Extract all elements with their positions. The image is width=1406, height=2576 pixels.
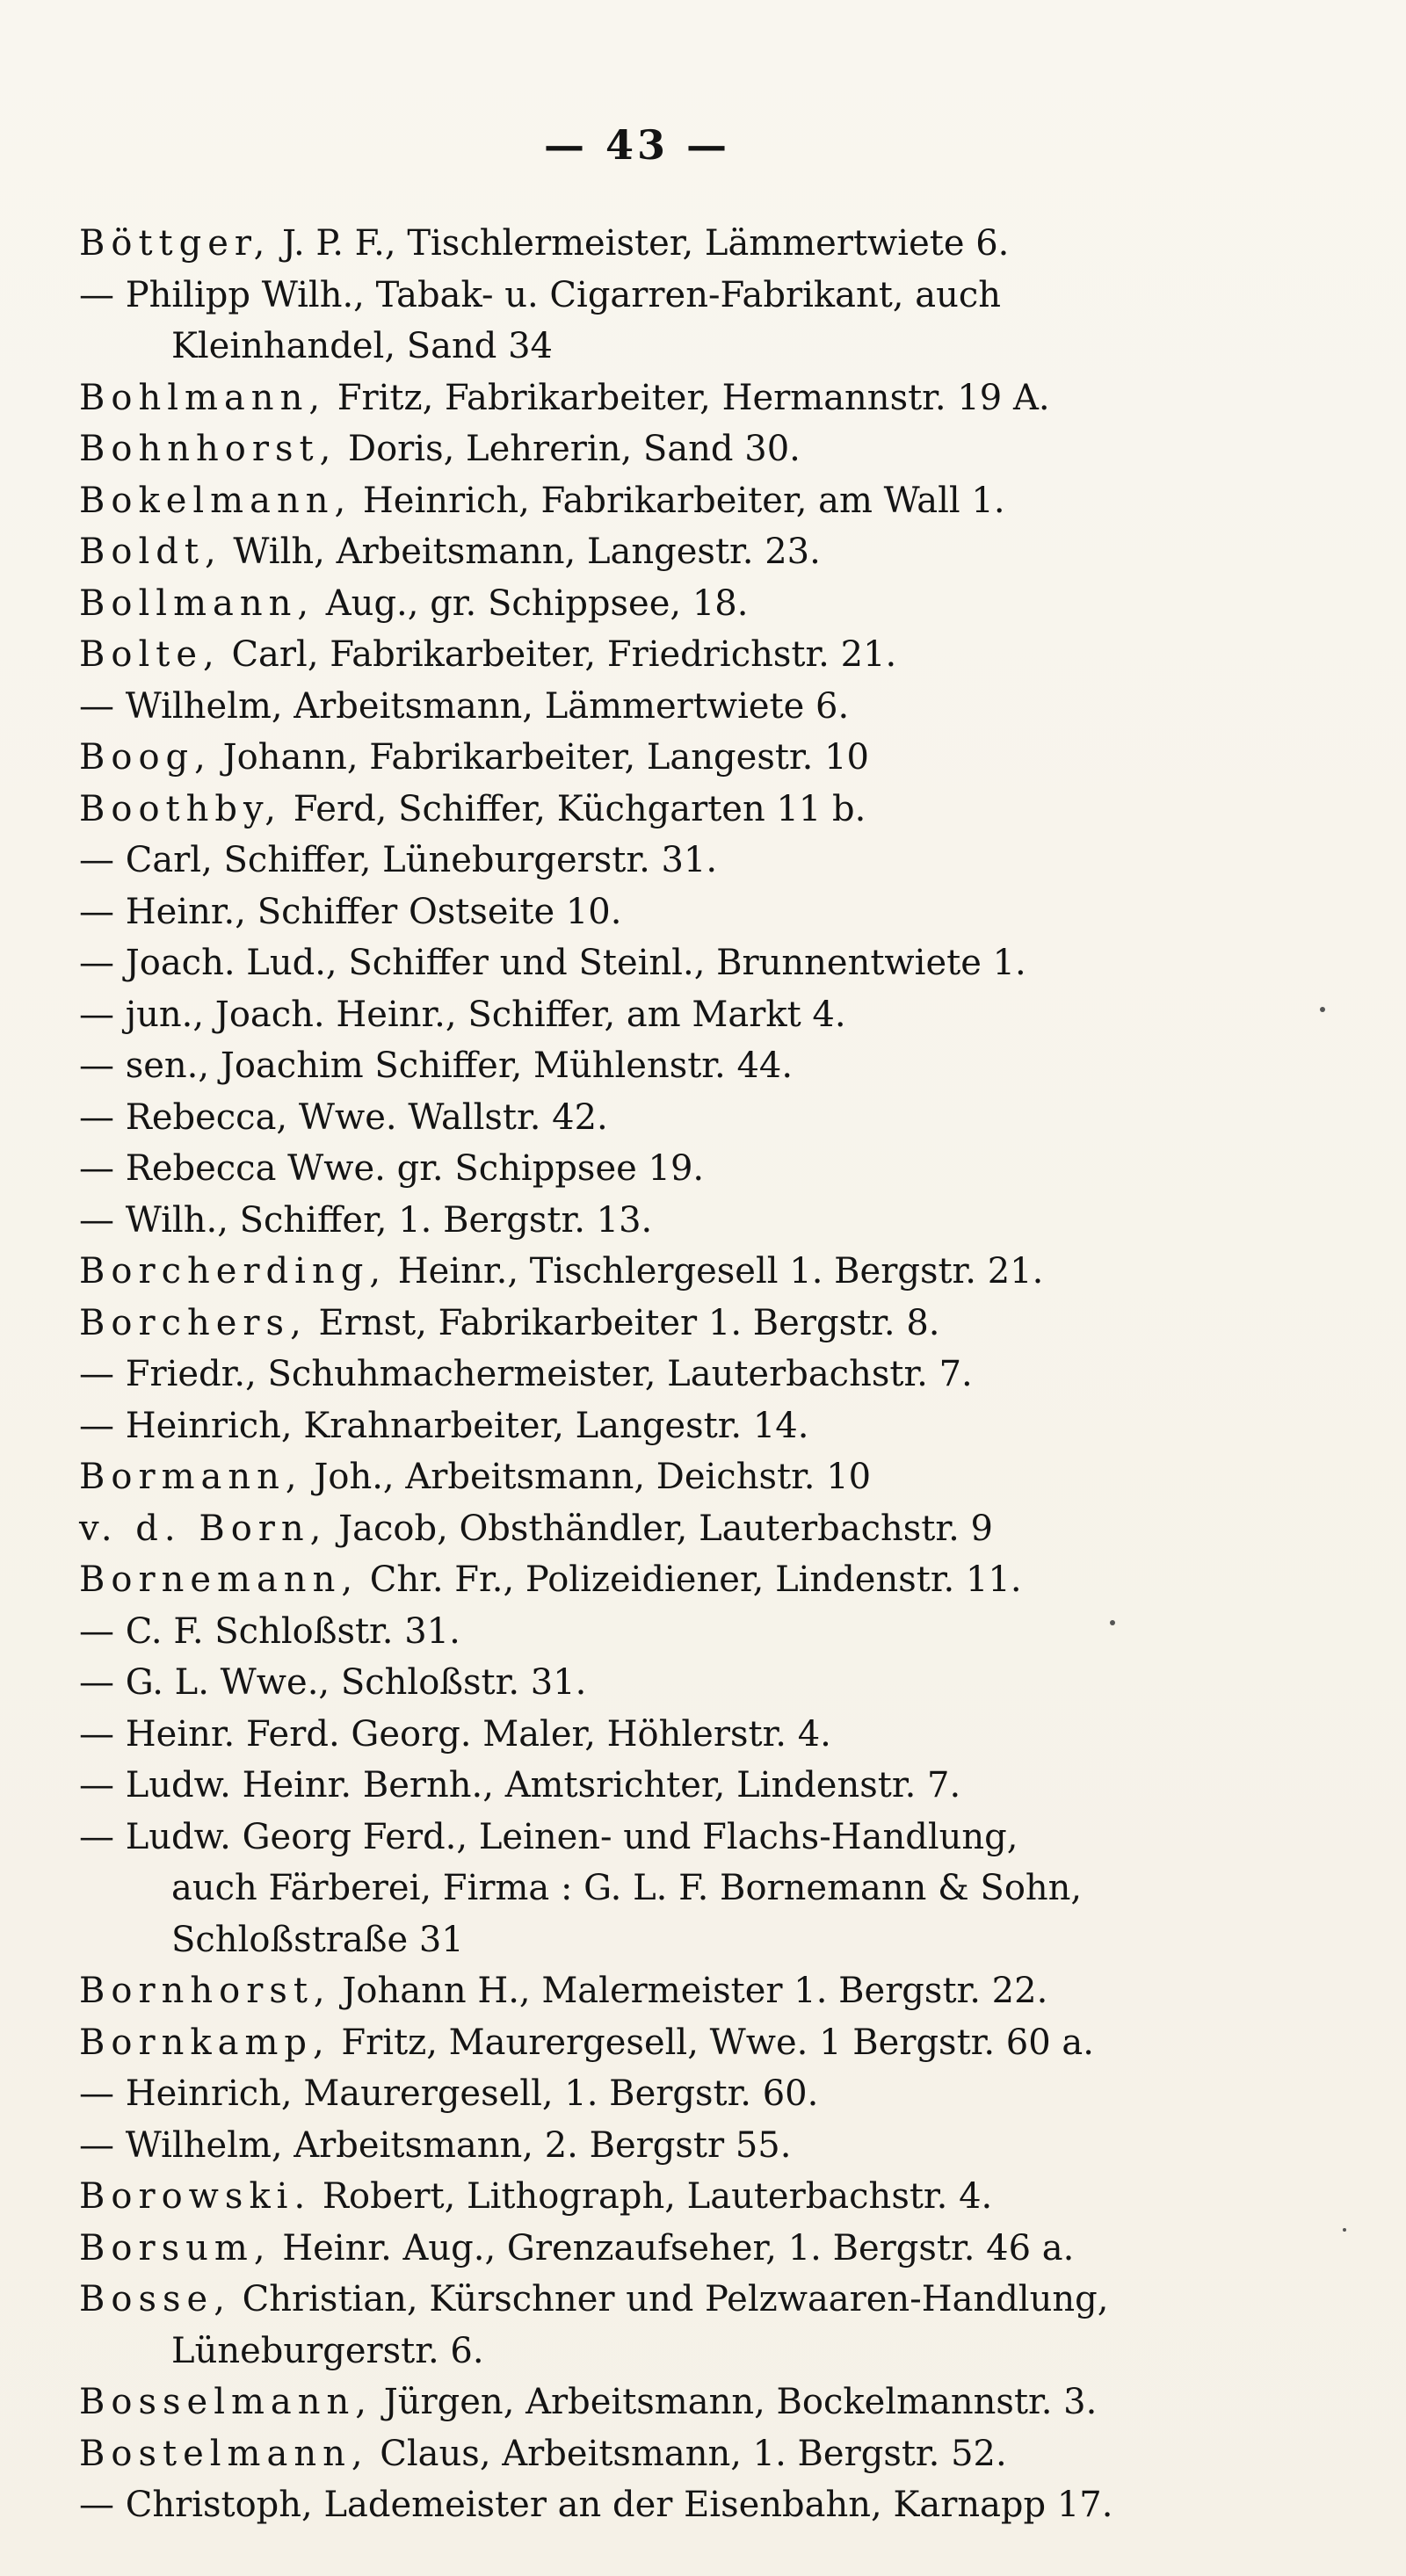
- entry-surname: Bosse,: [79, 2279, 231, 2319]
- directory-entry: — Wilhelm, Arbeitsmann, 2. Bergstr 55.: [79, 2124, 792, 2166]
- entry-surname: Borchers,: [79, 1302, 308, 1343]
- entry-surname: Boog,: [79, 737, 212, 778]
- print-speck: [1110, 1620, 1115, 1625]
- entry-details: Fritz, Fabrikarbeiter, Hermannstr. 19 A.: [326, 377, 1050, 418]
- entry-surname: Bornemann,: [79, 1559, 359, 1600]
- entry-details: Ernst, Fabrikarbeiter 1. Bergstr. 8.: [307, 1302, 940, 1343]
- directory-entry: — C. F. Schloßstr. 31.: [79, 1610, 460, 1652]
- directory-entry: — Joach. Lud., Schiffer und Steinl., Brunnentwiete 1.: [79, 943, 1026, 983]
- directory-entry: — Ludw. Georg Ferd., Leinen- und Flachs-Handlung,: [79, 1816, 1018, 1857]
- directory-entry: [79, 2017, 1213, 2069]
- directory-entry: [79, 2377, 1213, 2428]
- entry-details: Jacob, Obsthändler, Lauterbachstr. 9: [327, 1508, 993, 1549]
- directory-entry-continuation: Kleinhandel, Sand 34: [171, 326, 554, 366]
- entry-details: Heinr., Tischlergesell 1. Bergstr. 21.: [387, 1251, 1044, 1292]
- directory-entry: — Heinrich, Krahnarbeiter, Langestr. 14.: [79, 1405, 809, 1446]
- directory-entry: — sen., Joachim Schiffer, Mühlenstr. 44.: [79, 1046, 794, 1086]
- directory-entry-continuation: auch Färberei, Firma : G. L. F. Bornemann & Sohn,: [171, 1868, 1083, 1908]
- entry-details: Joh., Arbeitsmann, Deichstr. 10: [302, 1457, 872, 1497]
- print-speck: [1343, 2228, 1346, 2232]
- entry-surname: Bokelmann,: [79, 480, 352, 521]
- directory-entry: [79, 2223, 1213, 2275]
- entry-details: Christian, Kürschner und Pelzwaaren-Handlung,: [230, 2279, 1109, 2319]
- entry-surname: Bornkamp,: [79, 2022, 330, 2063]
- entry-surname: Böttger,: [79, 223, 272, 264]
- directory-entry: [79, 629, 1213, 681]
- directory-entry: — Heinr., Schiffer Ostseite 10.: [79, 891, 622, 932]
- directory-entry: [79, 1298, 1213, 1350]
- entry-surname: Borowski.: [79, 2176, 312, 2217]
- directory-entries: [79, 218, 1213, 2531]
- entry-surname: Borcherding,: [79, 1251, 388, 1292]
- entry-details: J. P. F., Tischlermeister, Lämmertwiete 6.: [271, 223, 1010, 264]
- entry-surname: Bosselmann,: [79, 2382, 373, 2422]
- directory-entry: [79, 1965, 1213, 2017]
- directory-entry: [79, 578, 1213, 630]
- directory-entry: [79, 373, 1213, 424]
- directory-entry: [79, 475, 1213, 527]
- directory-entry: [79, 1451, 1213, 1503]
- directory-entry: — Heinr. Ferd. Georg. Maler, Höhlerstr. 4.: [79, 1713, 831, 1755]
- entry-details: Ferd, Schiffer, Küchgarten 11 b.: [282, 788, 866, 829]
- directory-entry: [79, 2428, 1213, 2480]
- directory-entry: — Heinrich, Maurergesell, 1. Bergstr. 60.: [79, 2073, 819, 2114]
- directory-entry: — Carl, Schiffer, Lüneburgerstr. 31.: [79, 840, 718, 880]
- directory-entry: — Rebecca Wwe. gr. Schippsee 19.: [79, 1148, 705, 1189]
- entry-details: Claus, Arbeitsmann, 1. Bergstr. 52.: [368, 2433, 1007, 2474]
- entry-details: Carl, Fabrikarbeiter, Friedrichstr. 21.: [220, 634, 897, 675]
- directory-entry: — Friedr., Schuhmachermeister, Lauterbachstr. 7.: [79, 1354, 973, 1394]
- directory-entry: [79, 1503, 1213, 1555]
- entry-surname: Bollmann,: [79, 582, 315, 624]
- entry-details: Heinrich, Fabrikarbeiter, am Wall 1.: [352, 480, 1005, 521]
- entry-details: Robert, Lithograph, Lauterbachstr. 4.: [311, 2176, 993, 2217]
- directory-entry: [79, 2274, 1213, 2326]
- directory-entry: [79, 218, 1213, 270]
- entry-details: Doris, Lehrerin, Sand 30.: [337, 429, 801, 469]
- print-speck: [1320, 1007, 1325, 1012]
- directory-entry: [79, 526, 1213, 578]
- directory-entry: — Wilh., Schiffer, 1. Bergstr. 13.: [79, 1199, 653, 1241]
- directory-entry: — Christoph, Lademeister an der Eisenbahn, Karnapp 17.: [79, 2485, 1113, 2525]
- entry-surname: Bornhorst,: [79, 1971, 331, 2011]
- entry-surname: Bohnhorst,: [79, 429, 337, 469]
- entry-surname: Boothby,: [79, 788, 282, 829]
- directory-entry: [79, 1246, 1213, 1298]
- directory-entry: [79, 423, 1213, 475]
- entry-details: Johann, Fabrikarbeiter, Langestr. 10: [211, 737, 869, 778]
- directory-entry-continuation: Schloßstraße 31: [171, 1919, 464, 1960]
- entry-details: Jürgen, Arbeitsmann, Bockelmannstr. 3.: [373, 2382, 1098, 2422]
- directory-entry: [79, 784, 1213, 836]
- entry-details: Wilh, Arbeitsmann, Langestr. 23.: [221, 532, 821, 572]
- entry-details: Heinr. Aug., Grenzaufseher, 1. Bergstr. 46 a.: [271, 2227, 1075, 2268]
- directory-entry: [79, 1554, 1213, 1606]
- entry-surname: v. d. Born,: [79, 1508, 328, 1549]
- directory-entry: — Rebecca, Wwe. Wallstr. 42.: [79, 1096, 608, 1138]
- page-number: — 43 —: [543, 121, 731, 169]
- entry-details: Aug., gr. Schippsee, 18.: [315, 582, 749, 624]
- entry-details: Fritz, Maurergesell, Wwe. 1 Bergstr. 60 a.: [330, 2022, 1094, 2063]
- directory-entry: [79, 2171, 1213, 2223]
- entry-surname: Bostelmann,: [79, 2433, 369, 2474]
- entry-surname: Bohlmann,: [79, 377, 327, 418]
- entry-details: Johann H., Malermeister 1. Bergstr. 22.: [330, 1971, 1048, 2011]
- directory-entry: — Ludw. Heinr. Bernh., Amtsrichter, Lindenstr. 7.: [79, 1765, 961, 1805]
- entry-surname: Bolte,: [79, 634, 221, 675]
- directory-entry: — G. L. Wwe., Schloßstr. 31.: [79, 1662, 587, 1703]
- directory-entry-continuation: Lüneburgerstr. 6.: [171, 2330, 484, 2371]
- entry-surname: Boldt,: [79, 532, 222, 572]
- directory-entry: [79, 732, 1213, 784]
- entry-surname: Borsum,: [79, 2227, 272, 2268]
- entry-details: Chr. Fr., Polizeidiener, Lindenstr. 11.: [359, 1559, 1022, 1600]
- directory-entry: — jun., Joach. Heinr., Schiffer, am Markt 4.: [79, 994, 846, 1035]
- entry-surname: Bormann,: [79, 1457, 303, 1497]
- directory-entry: — Philipp Wilh., Tabak- u. Cigarren-Fabrikant, auch: [79, 274, 1002, 315]
- directory-entry: — Wilhelm, Arbeitsmann, Lämmertwiete 6.: [79, 685, 850, 727]
